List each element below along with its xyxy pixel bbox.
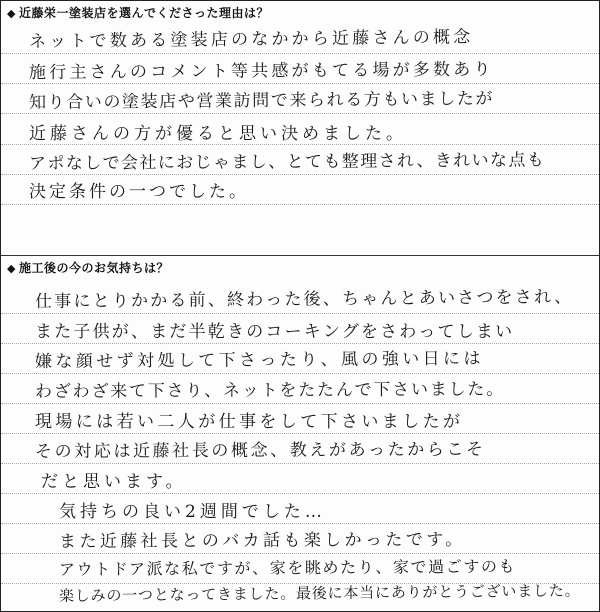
answer1-line-4: 近藤さんの方が優ると思い決めました。 xyxy=(29,124,407,144)
ruled-line xyxy=(1,463,599,464)
ruled-line xyxy=(1,433,599,434)
question-reason-text: 近藤栄一塗装店を選んでくださった理由は？ xyxy=(19,6,270,20)
answer1-line-3: 知り合いの塗装店や営業訪問で来られる方もいましたが xyxy=(28,88,495,113)
answer2-line-3: 嫌な顔せず対処して下さったり、風の強い日には xyxy=(34,348,484,372)
question-feelings-text: 施工後の今のお気持ちは？ xyxy=(19,261,170,275)
answer2-line-4: わざわざ来て下さり、ネットをたたんで下さいました。 xyxy=(34,379,506,402)
answer2-line-6: その対応は近藤社長の概念、教えがあったからこそ xyxy=(34,439,486,462)
ruled-line xyxy=(1,53,599,54)
ruled-line xyxy=(1,403,599,404)
answer1-line-2: 施行主さんのコメント等共感がもてる場が多数あり xyxy=(28,59,494,83)
ruled-line xyxy=(1,493,599,494)
ruled-line xyxy=(1,204,599,205)
answer2-line-7: だと思います。 xyxy=(41,472,187,492)
ruled-line xyxy=(1,174,599,175)
question-reason xyxy=(7,4,269,21)
diamond-bullet-icon: ◆ xyxy=(7,7,16,20)
answer1-line-1: ネットで数ある塗装店のなかから近藤さんの概念 xyxy=(28,27,474,52)
ruled-line xyxy=(1,373,599,374)
answer2-line-1: 仕事にとりかかる前、終わった後、ちゃんとあいさつをされ、 xyxy=(34,287,574,312)
answer1-line-6: 決定条件の一つでした。 xyxy=(29,182,249,202)
ruled-line xyxy=(1,113,599,114)
answer2-line-11: 楽しみの一つとなってきました。最後に本当にありがとうございました。 xyxy=(58,581,581,605)
ruled-line xyxy=(1,523,599,524)
ruled-line xyxy=(1,313,599,314)
answer2-line-8: 気持ちの良い2週間でした… xyxy=(59,502,326,522)
answer2-line-9: また近藤社長とのバカ話も楽しかったです。 xyxy=(58,529,466,552)
answer2-line-5: 現場には若い二人が仕事をして下さいましたが xyxy=(35,412,464,432)
ruled-line xyxy=(1,83,599,84)
question-feelings xyxy=(7,259,169,276)
diamond-bullet-icon: ◆ xyxy=(7,262,16,275)
ruled-line xyxy=(1,343,599,344)
section-divider xyxy=(1,255,599,256)
answer2-line-2: また子供が、まだ半乾きのコーキングをさわってしまい xyxy=(35,322,515,342)
answer1-line-5: アポなしで会社におじゃまし、とても整理され、きれいな点も xyxy=(28,150,546,174)
answer2-line-10: アウトドア派な私ですが、家を眺めたり、家で過ごすのも xyxy=(58,556,517,579)
